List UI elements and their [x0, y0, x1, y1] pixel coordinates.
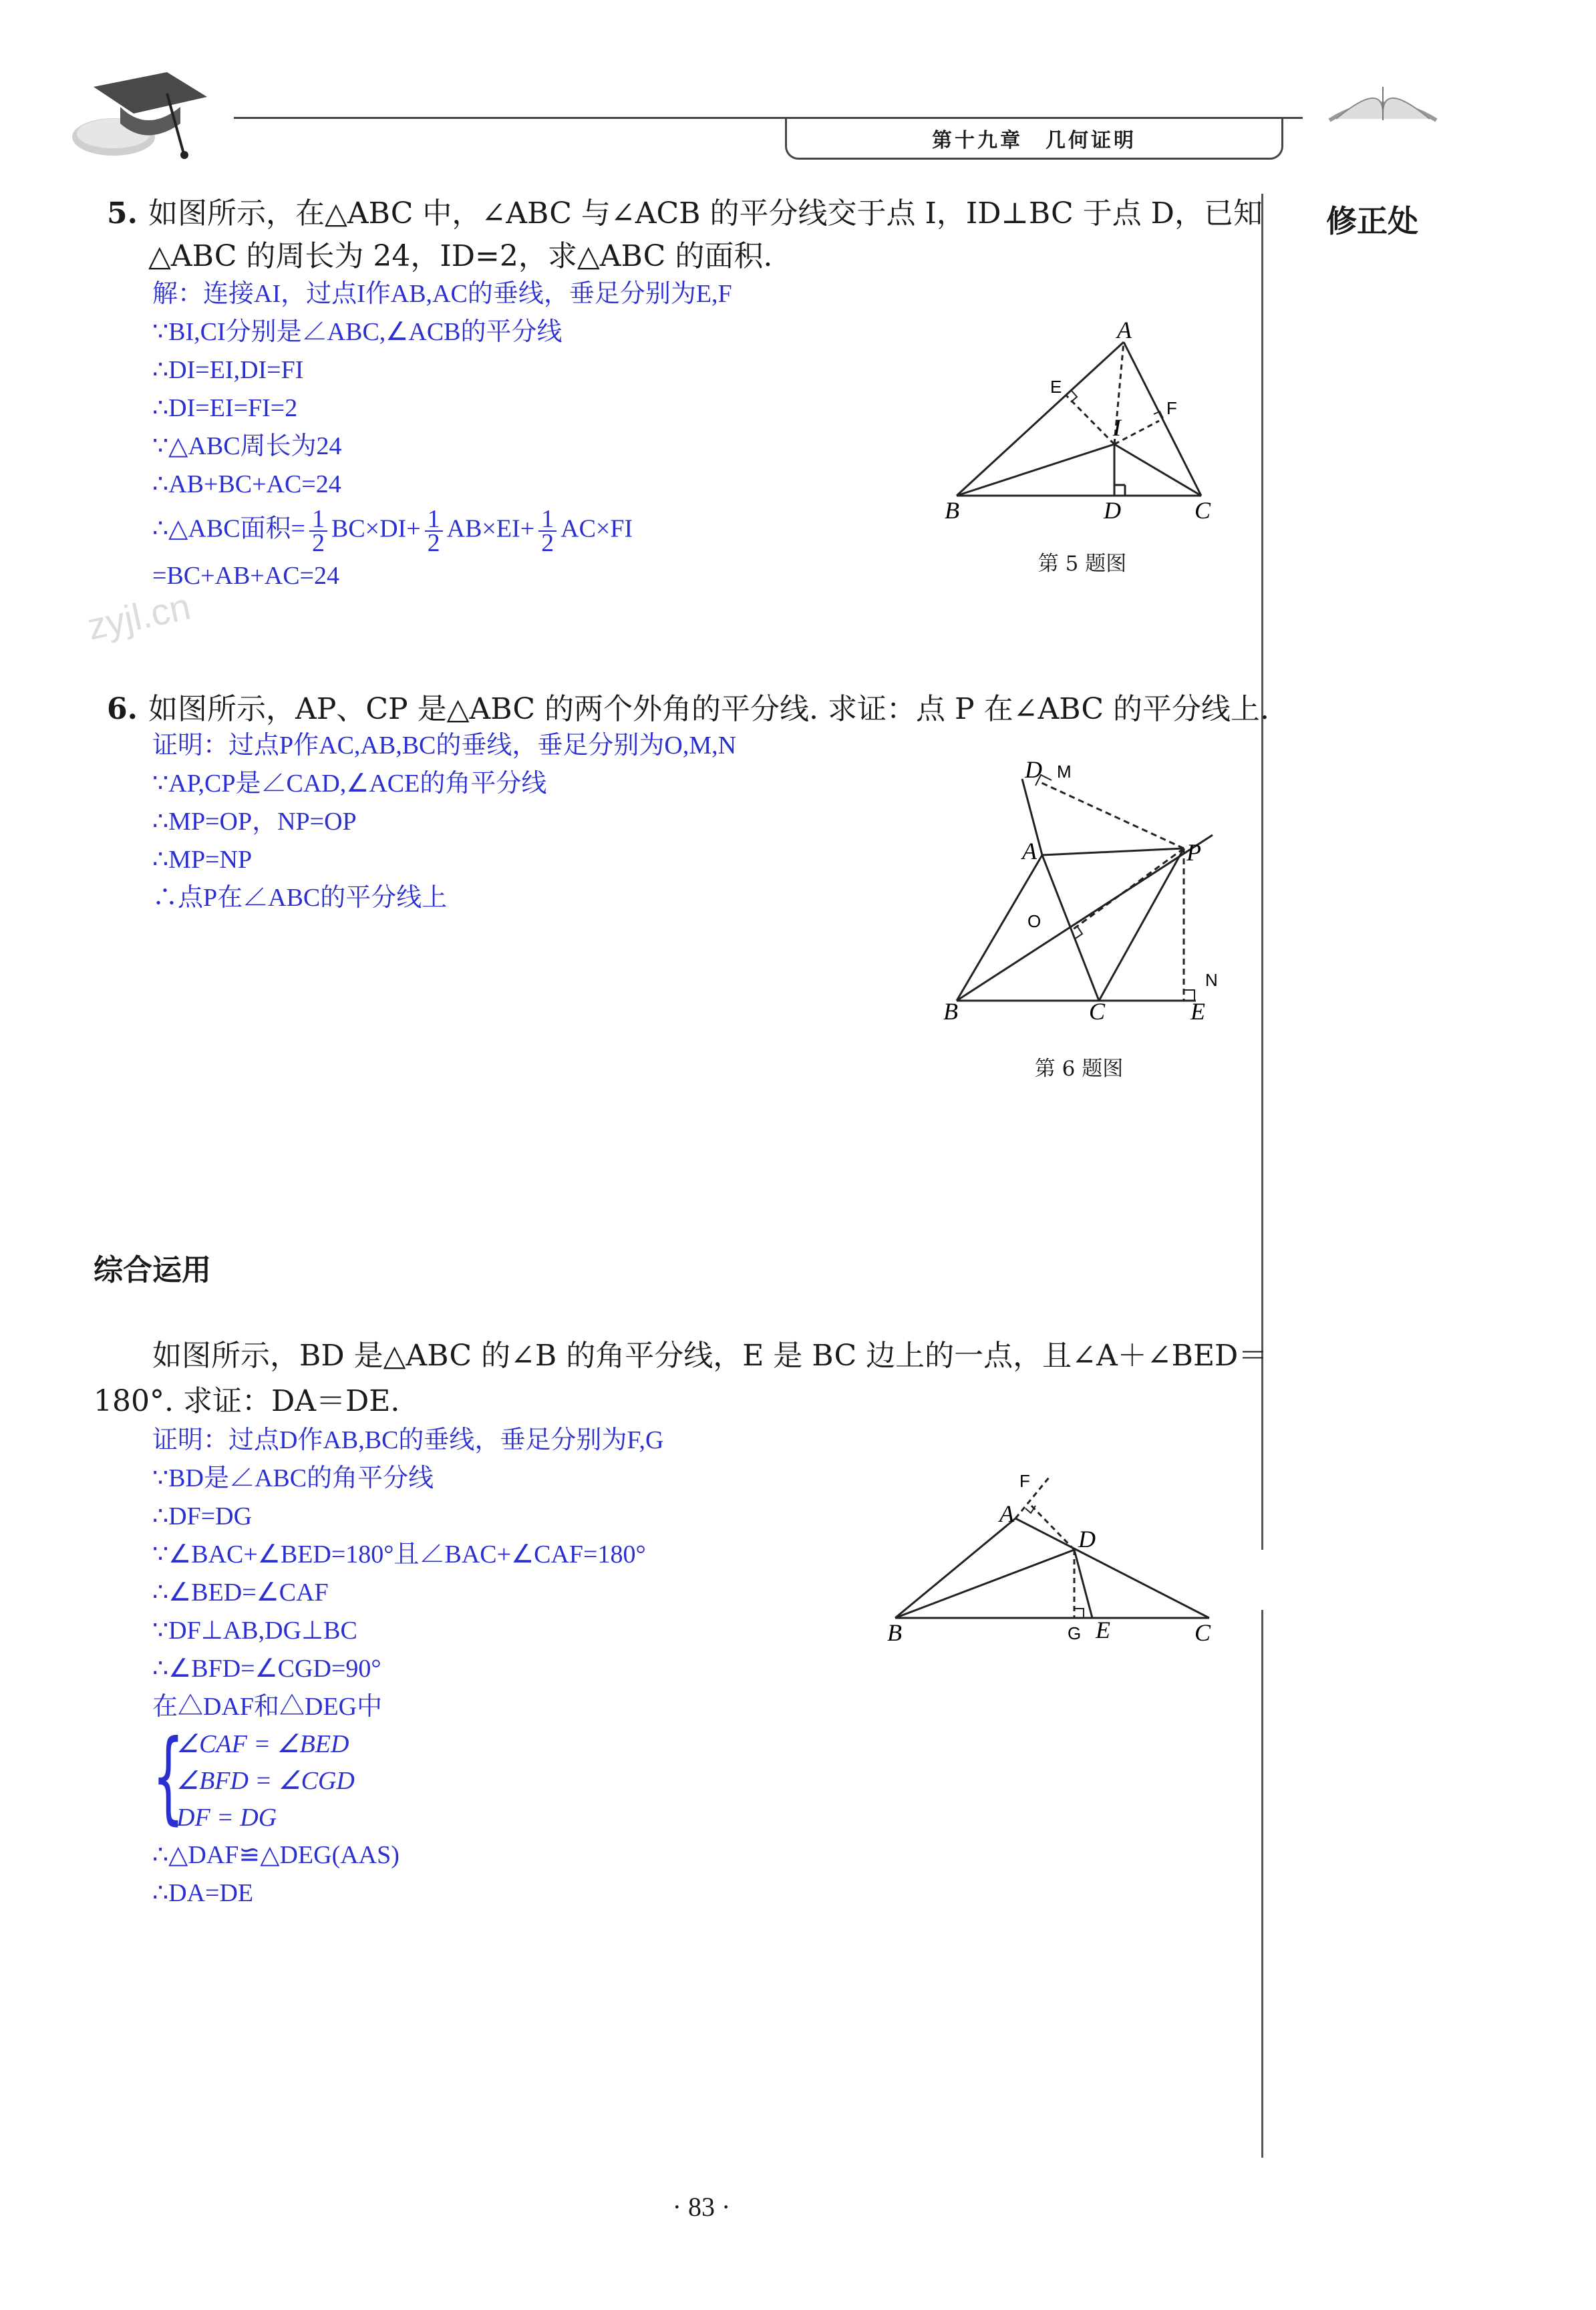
- q6-answer-line: ∵AP,CP是∠CAD,∠ACE的角平分线: [152, 770, 547, 798]
- fig5-label-I: I: [1113, 414, 1121, 441]
- q5-answer-line: ∴AB+BC+AC=24: [152, 470, 341, 498]
- q7-answer-line: ∵DF⊥AB,DG⊥BC: [152, 1617, 357, 1645]
- q5-area-prefix: ∴△ABC面积=: [152, 514, 305, 543]
- figure-6: [929, 755, 1236, 1035]
- q5-answer-line: ∴DI=EI,DI=FI: [152, 356, 304, 384]
- fig6-label-O: O: [1027, 911, 1042, 931]
- fig7-label-B: B: [887, 1619, 902, 1646]
- fig7-label-A: A: [999, 1500, 1014, 1527]
- q6-answer-line: ∴MP=NP: [152, 846, 253, 874]
- q7-answer-line: ∵BD是∠ABC的角平分线: [152, 1464, 434, 1492]
- q5-text-line2: △ABC 的周长为 24，ID=2，求△ABC 的面积.: [148, 239, 773, 273]
- fig5-label-C: C: [1194, 497, 1211, 524]
- fig5-label-F: F: [1166, 398, 1177, 418]
- q5-figure-caption: 第 5 题图: [1038, 552, 1127, 576]
- fraction: $\frac{1}{2}$: [425, 508, 443, 554]
- fig5-label-E: E: [1050, 377, 1062, 397]
- fig6-label-C: C: [1089, 998, 1106, 1025]
- fig6-label-M: M: [1057, 762, 1072, 782]
- q6-text: 如图所示，AP、CP 是△ABC 的两个外角的平分线. 求证：点 P 在∠ABC 的平分线上.: [148, 692, 1270, 726]
- q6-answer-line: ∴点P在∠ABC的平分线上: [152, 884, 448, 912]
- q5-final-line: =BC+AB+AC=24: [152, 562, 339, 590]
- header-cap-illustration: [67, 60, 214, 167]
- figure-7: [875, 1463, 1236, 1657]
- fig6-label-B: B: [943, 998, 958, 1025]
- q7-system-line: ∠CAF = ∠BED: [176, 1730, 349, 1758]
- watermark: zyjl.cn: [84, 585, 194, 648]
- fig7-label-D: D: [1078, 1526, 1096, 1552]
- q7-answer-line: 在△DAF和△DEG中: [152, 1693, 383, 1721]
- chapter-title-box: [785, 119, 1283, 160]
- q5-text-line1: 如图所示，在△ABC 中，∠ABC 与∠ACB 的平分线交于点 I，ID⊥BC 于点 D，已知: [148, 196, 1263, 230]
- fig7-label-G: G: [1068, 1623, 1082, 1643]
- margin-divider-bottom: [1261, 1610, 1263, 2158]
- q5-answer-line: 解：连接AI，过点I作AB,AC的垂线，垂足分别为E,F: [152, 280, 732, 308]
- fig7-label-E: E: [1096, 1617, 1110, 1643]
- fig6-label-P: P: [1186, 839, 1201, 866]
- q7-system-line: DF = DG: [176, 1804, 277, 1832]
- q7-answer-line: 证明：过点D作AB,BC的垂线，垂足分别为F,G: [152, 1426, 664, 1454]
- fig5-label-B: B: [945, 497, 959, 524]
- q7-answer: [152, 1422, 663, 1913]
- brace: {: [152, 1719, 184, 1835]
- q7-answer-line: ∴DF=DG: [152, 1502, 253, 1530]
- figure-5: [935, 314, 1243, 541]
- fig6-label-D: D: [1025, 756, 1042, 783]
- fig6-label-A: A: [1022, 838, 1037, 864]
- q7-conclusion-line: ∴DA=DE: [152, 1879, 254, 1907]
- q5-area-term: BC×DI+: [331, 514, 421, 543]
- q6-answer-line: 证明：过点P作AC,AB,BC的垂线，垂足分别为O,M,N: [152, 731, 737, 760]
- section-title: 综合运用: [94, 1253, 211, 1287]
- q7-text-line2: 180°. 求证：DA＝DE.: [94, 1384, 400, 1418]
- q7-answer-line: ∴∠BED=∠CAF: [152, 1579, 329, 1607]
- q7-system-line: ∠BFD = ∠CGD: [176, 1767, 355, 1795]
- q5-area-line: [152, 505, 732, 557]
- fig7-label-F: F: [1019, 1471, 1030, 1491]
- q7-system: [152, 1719, 663, 1836]
- q7-answer-line: ∵∠BAC+∠BED=180°且∠BAC+∠CAF=180°: [152, 1540, 646, 1569]
- fig5-label-A: A: [1117, 317, 1132, 343]
- fraction: $\frac{1}{2}$: [309, 508, 327, 554]
- q7-text-line1: 如图所示，BD 是△ABC 的∠B 的角平分线，E 是 BC 边上的一点，且∠A＋∠BED＝: [152, 1339, 1268, 1373]
- fraction: $\frac{1}{2}$: [538, 508, 556, 554]
- q7-answer-line: ∴∠BFD=∠CGD=90°: [152, 1655, 381, 1683]
- q5-number: 5.: [107, 196, 138, 230]
- chapter-title: 第十九章 几何证明: [932, 129, 1136, 152]
- q5-answer-line: ∴DI=EI=FI=2: [152, 394, 298, 422]
- q5-answer-line: ∵BI,CI分别是∠ABC,∠ACB的平分线: [152, 318, 563, 346]
- q5-area-term: AB×EI+: [446, 514, 535, 543]
- fig6-label-N: N: [1205, 970, 1218, 990]
- q6-answer: [152, 727, 736, 917]
- fig5-label-D: D: [1104, 497, 1121, 524]
- fig6-label-E: E: [1190, 998, 1205, 1025]
- q6-figure-caption: 第 6 题图: [1034, 1057, 1124, 1081]
- correction-label: 修正处: [1326, 203, 1418, 239]
- q5-answer: [152, 275, 732, 595]
- q6-answer-line: ∴MP=OP，NP=OP: [152, 808, 357, 836]
- q5-area-term: AC×FI: [561, 514, 633, 543]
- header-book-illustration: [1323, 73, 1443, 127]
- q7-conclusion-line: ∴△DAF≌△DEG(AAS): [152, 1841, 400, 1869]
- fig7-label-C: C: [1194, 1619, 1211, 1646]
- q6-number: 6.: [107, 692, 138, 726]
- page-number: · 83 ·: [672, 2192, 731, 2222]
- q5-answer-line: ∵△ABC周长为24: [152, 432, 342, 460]
